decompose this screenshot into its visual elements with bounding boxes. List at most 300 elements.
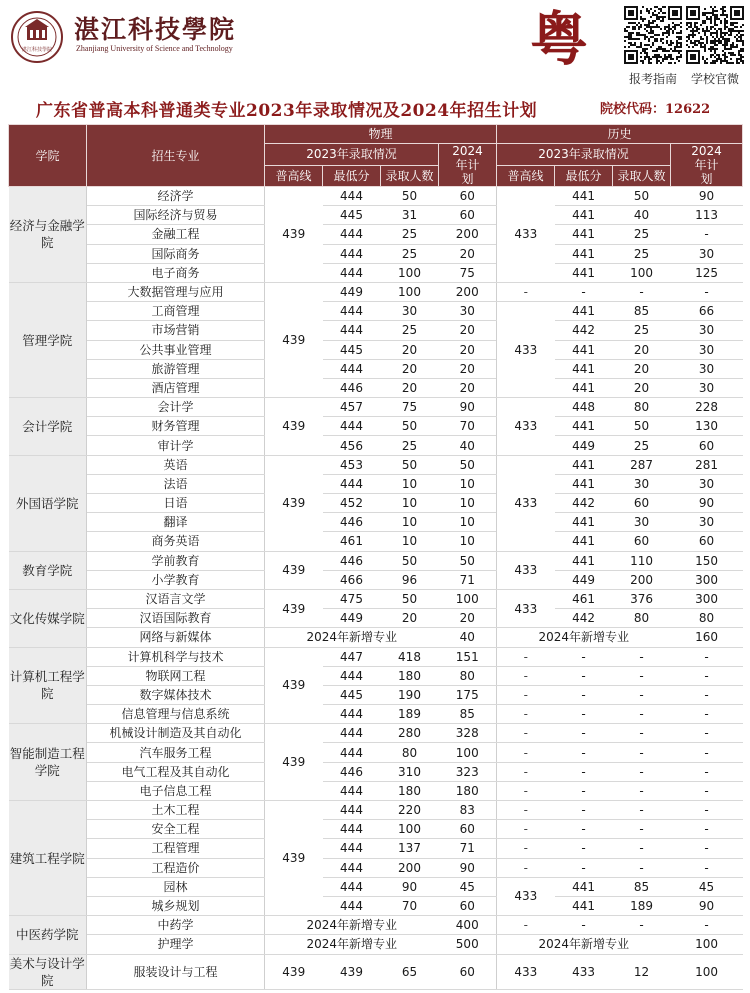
physics-plan-cell: 40 bbox=[439, 628, 497, 647]
history-enrolled-cell: 80 bbox=[613, 609, 671, 628]
college-cell: 经济与金融学院 bbox=[9, 187, 87, 283]
physics-baseline-cell: 439 bbox=[265, 455, 323, 551]
history-plan-cell: 113 bbox=[671, 206, 743, 225]
table-row bbox=[9, 474, 743, 493]
table-row bbox=[9, 436, 743, 455]
table-row bbox=[9, 877, 743, 896]
physics-plan-cell: 60 bbox=[439, 187, 497, 206]
physics-enrolled-cell: 31 bbox=[381, 206, 439, 225]
physics-min-score-cell: 444 bbox=[323, 321, 381, 340]
physics-plan-cell: 20 bbox=[439, 378, 497, 397]
history-baseline-cell: - bbox=[497, 858, 555, 877]
history-min-score-cell: 433 bbox=[555, 954, 613, 989]
table-row bbox=[9, 839, 743, 858]
physics-baseline-cell: 439 bbox=[265, 398, 323, 456]
history-min-score-cell: 442 bbox=[555, 609, 613, 628]
physics-min-score-cell: 444 bbox=[323, 801, 381, 820]
major-cell: 工商管理 bbox=[87, 302, 265, 321]
table-row bbox=[9, 513, 743, 532]
history-plan-cell: - bbox=[671, 705, 743, 724]
physics-enrolled-cell: 80 bbox=[381, 743, 439, 762]
physics-enrolled-cell: 10 bbox=[381, 474, 439, 493]
major-cell: 电气工程及其自动化 bbox=[87, 762, 265, 781]
history-min-score-cell: 441 bbox=[555, 455, 613, 474]
history-baseline-cell: - bbox=[497, 820, 555, 839]
school-name-cn: 湛江科技學院 bbox=[74, 15, 237, 44]
table-row bbox=[9, 628, 743, 647]
physics-new-major-cell: 2024年新增专业 bbox=[265, 628, 439, 647]
physics-enrolled-cell: 25 bbox=[381, 436, 439, 455]
physics-enrolled-cell: 20 bbox=[381, 378, 439, 397]
history-baseline-cell: - bbox=[497, 781, 555, 800]
major-cell: 学前教育 bbox=[87, 551, 265, 570]
major-cell: 信息管理与信息系统 bbox=[87, 705, 265, 724]
table-row bbox=[9, 801, 743, 820]
major-cell: 法语 bbox=[87, 474, 265, 493]
physics-enrolled-cell: 310 bbox=[381, 762, 439, 781]
physics-min-score-cell: 449 bbox=[323, 609, 381, 628]
history-min-score-cell: - bbox=[555, 916, 613, 935]
major-cell: 公共事业管理 bbox=[87, 340, 265, 359]
physics-min-score-cell: 439 bbox=[323, 954, 381, 989]
history-min-score-cell: 461 bbox=[555, 589, 613, 608]
school-seal-icon bbox=[10, 10, 64, 64]
history-min-score-cell: - bbox=[555, 839, 613, 858]
major-cell: 安全工程 bbox=[87, 820, 265, 839]
header-history-plan-text: 2024年计划 bbox=[691, 144, 722, 186]
major-cell: 市场营销 bbox=[87, 321, 265, 340]
history-min-score-cell: - bbox=[555, 724, 613, 743]
physics-enrolled-cell: 70 bbox=[381, 896, 439, 915]
physics-min-score-cell: 457 bbox=[323, 398, 381, 417]
physics-plan-cell: 180 bbox=[439, 781, 497, 800]
history-enrolled-cell: 80 bbox=[613, 398, 671, 417]
history-enrolled-cell: - bbox=[613, 858, 671, 877]
table-row bbox=[9, 781, 743, 800]
physics-plan-cell: 10 bbox=[439, 513, 497, 532]
history-min-score-cell: 442 bbox=[555, 321, 613, 340]
history-plan-cell: - bbox=[671, 762, 743, 781]
physics-plan-cell: 75 bbox=[439, 263, 497, 282]
history-plan-cell: 30 bbox=[671, 378, 743, 397]
physics-enrolled-cell: 90 bbox=[381, 877, 439, 896]
history-new-major-cell: 2024年新增专业 bbox=[497, 935, 671, 954]
table-row bbox=[9, 225, 743, 244]
physics-enrolled-cell: 10 bbox=[381, 513, 439, 532]
qr-label-official: 学校官微 bbox=[690, 72, 739, 86]
physics-enrolled-cell: 25 bbox=[381, 225, 439, 244]
table-row bbox=[9, 666, 743, 685]
history-plan-cell: - bbox=[671, 647, 743, 666]
college-cell: 文化传媒学院 bbox=[9, 589, 87, 647]
physics-plan-cell: 45 bbox=[439, 877, 497, 896]
major-cell: 财务管理 bbox=[87, 417, 265, 436]
physics-enrolled-cell: 190 bbox=[381, 685, 439, 704]
major-cell: 土木工程 bbox=[87, 801, 265, 820]
physics-plan-cell: 60 bbox=[439, 896, 497, 915]
history-min-score-cell: - bbox=[555, 282, 613, 301]
physics-min-score-cell: 456 bbox=[323, 436, 381, 455]
major-cell: 小学教育 bbox=[87, 570, 265, 589]
physics-plan-cell: 71 bbox=[439, 839, 497, 858]
history-baseline-cell: - bbox=[497, 743, 555, 762]
physics-enrolled-cell: 20 bbox=[381, 359, 439, 378]
physics-min-score-cell: 444 bbox=[323, 896, 381, 915]
physics-enrolled-cell: 50 bbox=[381, 417, 439, 436]
seal-text: 湛江科技學院 bbox=[21, 47, 53, 53]
history-baseline-cell: - bbox=[497, 839, 555, 858]
history-plan-cell: - bbox=[671, 839, 743, 858]
table-row bbox=[9, 206, 743, 225]
table-row bbox=[9, 244, 743, 263]
physics-enrolled-cell: 50 bbox=[381, 187, 439, 206]
physics-min-score-cell: 444 bbox=[323, 743, 381, 762]
header-physics-plan bbox=[439, 144, 497, 187]
history-enrolled-cell: 25 bbox=[613, 321, 671, 340]
physics-min-score-cell: 445 bbox=[323, 685, 381, 704]
history-plan-cell: 90 bbox=[671, 187, 743, 206]
history-new-major-cell: 2024年新增专业 bbox=[497, 628, 671, 647]
physics-min-score-cell: 444 bbox=[323, 877, 381, 896]
physics-enrolled-cell: 280 bbox=[381, 724, 439, 743]
history-enrolled-cell: - bbox=[613, 743, 671, 762]
physics-plan-cell: 175 bbox=[439, 685, 497, 704]
history-min-score-cell: 441 bbox=[555, 302, 613, 321]
history-min-score-cell: - bbox=[555, 705, 613, 724]
history-plan-cell: - bbox=[671, 858, 743, 877]
physics-min-score-cell: 446 bbox=[323, 378, 381, 397]
history-enrolled-cell: 60 bbox=[613, 494, 671, 513]
header-history-baseline: 普高线 bbox=[497, 165, 555, 187]
history-min-score-cell: 441 bbox=[555, 513, 613, 532]
physics-plan-cell: 85 bbox=[439, 705, 497, 724]
physics-plan-cell: 10 bbox=[439, 474, 497, 493]
history-enrolled-cell: - bbox=[613, 685, 671, 704]
physics-plan-cell: 500 bbox=[439, 935, 497, 954]
physics-enrolled-cell: 10 bbox=[381, 494, 439, 513]
major-cell: 工程管理 bbox=[87, 839, 265, 858]
physics-plan-cell: 60 bbox=[439, 820, 497, 839]
table-row bbox=[9, 935, 743, 954]
physics-enrolled-cell: 137 bbox=[381, 839, 439, 858]
table-row bbox=[9, 359, 743, 378]
table-row bbox=[9, 455, 743, 474]
table-row bbox=[9, 685, 743, 704]
physics-enrolled-cell: 50 bbox=[381, 455, 439, 474]
history-plan-cell: - bbox=[671, 820, 743, 839]
physics-min-score-cell: 444 bbox=[323, 359, 381, 378]
history-min-score-cell: - bbox=[555, 781, 613, 800]
history-plan-cell: 130 bbox=[671, 417, 743, 436]
physics-min-score-cell: 475 bbox=[323, 589, 381, 608]
physics-min-score-cell: 444 bbox=[323, 705, 381, 724]
history-enrolled-cell: 25 bbox=[613, 244, 671, 263]
history-enrolled-cell: - bbox=[613, 282, 671, 301]
physics-enrolled-cell: 189 bbox=[381, 705, 439, 724]
physics-min-score-cell: 444 bbox=[323, 724, 381, 743]
physics-min-score-cell: 446 bbox=[323, 513, 381, 532]
history-baseline-cell: 433 bbox=[497, 954, 555, 989]
physics-enrolled-cell: 75 bbox=[381, 398, 439, 417]
physics-plan-cell: 100 bbox=[439, 743, 497, 762]
major-cell: 电子商务 bbox=[87, 263, 265, 282]
physics-min-score-cell: 446 bbox=[323, 551, 381, 570]
major-cell: 工程造价 bbox=[87, 858, 265, 877]
table-row bbox=[9, 302, 743, 321]
college-cell: 教育学院 bbox=[9, 551, 87, 589]
history-min-score-cell: - bbox=[555, 685, 613, 704]
history-enrolled-cell: - bbox=[613, 705, 671, 724]
major-cell: 日语 bbox=[87, 494, 265, 513]
history-min-score-cell: 441 bbox=[555, 187, 613, 206]
major-cell: 商务英语 bbox=[87, 532, 265, 551]
header-history-enrolled: 录取人数 bbox=[613, 165, 671, 187]
major-cell: 机械设计制造及其自动化 bbox=[87, 724, 265, 743]
history-baseline-cell: - bbox=[497, 916, 555, 935]
physics-enrolled-cell: 50 bbox=[381, 551, 439, 570]
history-plan-cell: 160 bbox=[671, 628, 743, 647]
history-min-score-cell: 441 bbox=[555, 896, 613, 915]
physics-plan-cell: 10 bbox=[439, 494, 497, 513]
history-min-score-cell: - bbox=[555, 820, 613, 839]
physics-plan-cell: 151 bbox=[439, 647, 497, 666]
major-cell: 计算机科学与技术 bbox=[87, 647, 265, 666]
history-enrolled-cell: 40 bbox=[613, 206, 671, 225]
history-baseline-cell: - bbox=[497, 724, 555, 743]
history-min-score-cell: 441 bbox=[555, 359, 613, 378]
admission-table bbox=[8, 124, 743, 990]
header-physics-enrolled: 录取人数 bbox=[381, 165, 439, 187]
physics-baseline-cell: 439 bbox=[265, 954, 323, 989]
table-row bbox=[9, 724, 743, 743]
physics-min-score-cell: 444 bbox=[323, 187, 381, 206]
major-cell: 国际经济与贸易 bbox=[87, 206, 265, 225]
history-baseline-cell: 433 bbox=[497, 187, 555, 283]
history-min-score-cell: 441 bbox=[555, 532, 613, 551]
physics-min-score-cell: 444 bbox=[323, 781, 381, 800]
major-cell: 汉语言文学 bbox=[87, 589, 265, 608]
history-plan-cell: - bbox=[671, 781, 743, 800]
header-history-plan bbox=[671, 144, 743, 187]
physics-baseline-cell: 439 bbox=[265, 551, 323, 589]
history-baseline-cell: 433 bbox=[497, 589, 555, 627]
history-baseline-cell: - bbox=[497, 282, 555, 301]
physics-enrolled-cell: 180 bbox=[381, 781, 439, 800]
physics-plan-cell: 50 bbox=[439, 455, 497, 474]
physics-min-score-cell: 447 bbox=[323, 647, 381, 666]
major-cell: 园林 bbox=[87, 877, 265, 896]
history-plan-cell: 125 bbox=[671, 263, 743, 282]
physics-plan-cell: 50 bbox=[439, 551, 497, 570]
major-cell: 护理学 bbox=[87, 935, 265, 954]
history-enrolled-cell: 25 bbox=[613, 225, 671, 244]
history-baseline-cell: - bbox=[497, 762, 555, 781]
physics-enrolled-cell: 180 bbox=[381, 666, 439, 685]
history-plan-cell: 45 bbox=[671, 877, 743, 896]
header-major: 招生专业 bbox=[87, 125, 265, 187]
header-history-min: 最低分 bbox=[555, 165, 613, 187]
table-row bbox=[9, 321, 743, 340]
history-baseline-cell: - bbox=[497, 801, 555, 820]
major-cell: 汉语国际教育 bbox=[87, 609, 265, 628]
physics-enrolled-cell: 25 bbox=[381, 321, 439, 340]
physics-plan-cell: 20 bbox=[439, 359, 497, 378]
physics-min-score-cell: 453 bbox=[323, 455, 381, 474]
history-plan-cell: 30 bbox=[671, 513, 743, 532]
major-cell: 国际商务 bbox=[87, 244, 265, 263]
history-baseline-cell: - bbox=[497, 705, 555, 724]
history-baseline-cell: - bbox=[497, 647, 555, 666]
major-cell: 汽车服务工程 bbox=[87, 743, 265, 762]
province-character: 粤 bbox=[530, 5, 589, 73]
physics-plan-cell: 323 bbox=[439, 762, 497, 781]
physics-min-score-cell: 461 bbox=[323, 532, 381, 551]
history-enrolled-cell: - bbox=[613, 666, 671, 685]
history-enrolled-cell: 200 bbox=[613, 570, 671, 589]
history-min-score-cell: 448 bbox=[555, 398, 613, 417]
history-baseline-cell: 433 bbox=[497, 877, 555, 915]
physics-plan-cell: 400 bbox=[439, 916, 497, 935]
physics-plan-cell: 328 bbox=[439, 724, 497, 743]
school-name-en: Zhanjiang University of Science and Technology bbox=[76, 44, 233, 53]
physics-enrolled-cell: 20 bbox=[381, 340, 439, 359]
history-plan-cell: 30 bbox=[671, 474, 743, 493]
physics-min-score-cell: 444 bbox=[323, 666, 381, 685]
table-row bbox=[9, 417, 743, 436]
physics-plan-cell: 80 bbox=[439, 666, 497, 685]
history-enrolled-cell: 60 bbox=[613, 532, 671, 551]
table-row bbox=[9, 954, 743, 989]
physics-enrolled-cell: 100 bbox=[381, 820, 439, 839]
history-plan-cell: 30 bbox=[671, 340, 743, 359]
major-cell: 旅游管理 bbox=[87, 359, 265, 378]
physics-new-major-cell: 2024年新增专业 bbox=[265, 935, 439, 954]
history-enrolled-cell: 100 bbox=[613, 263, 671, 282]
history-plan-cell: 60 bbox=[671, 532, 743, 551]
table-row bbox=[9, 705, 743, 724]
history-min-score-cell: 441 bbox=[555, 206, 613, 225]
physics-min-score-cell: 444 bbox=[323, 820, 381, 839]
table-row bbox=[9, 820, 743, 839]
major-cell: 电子信息工程 bbox=[87, 781, 265, 800]
history-min-score-cell: - bbox=[555, 801, 613, 820]
history-enrolled-cell: 85 bbox=[613, 302, 671, 321]
physics-plan-cell: 20 bbox=[439, 340, 497, 359]
history-enrolled-cell: 189 bbox=[613, 896, 671, 915]
history-plan-cell: 30 bbox=[671, 321, 743, 340]
history-plan-cell: 228 bbox=[671, 398, 743, 417]
physics-min-score-cell: 444 bbox=[323, 839, 381, 858]
table-row bbox=[9, 609, 743, 628]
qr-code-icon[interactable] bbox=[624, 6, 682, 64]
qr-code-icon[interactable] bbox=[686, 6, 744, 64]
physics-plan-cell: 70 bbox=[439, 417, 497, 436]
physics-enrolled-cell: 418 bbox=[381, 647, 439, 666]
table-body bbox=[9, 187, 743, 990]
physics-plan-cell: 60 bbox=[439, 206, 497, 225]
major-cell: 审计学 bbox=[87, 436, 265, 455]
history-baseline-cell: 433 bbox=[497, 455, 555, 551]
physics-baseline-cell: 439 bbox=[265, 724, 323, 801]
major-cell: 酒店管理 bbox=[87, 378, 265, 397]
history-min-score-cell: 441 bbox=[555, 551, 613, 570]
college-cell: 智能制造工程学院 bbox=[9, 724, 87, 801]
physics-enrolled-cell: 100 bbox=[381, 263, 439, 282]
history-plan-cell: - bbox=[671, 225, 743, 244]
physics-min-score-cell: 444 bbox=[323, 474, 381, 493]
physics-plan-cell: 40 bbox=[439, 436, 497, 455]
physics-plan-cell: 30 bbox=[439, 302, 497, 321]
physics-baseline-cell: 439 bbox=[265, 801, 323, 916]
history-min-score-cell: - bbox=[555, 762, 613, 781]
table-row bbox=[9, 340, 743, 359]
history-baseline-cell: 433 bbox=[497, 302, 555, 398]
history-min-score-cell: - bbox=[555, 666, 613, 685]
major-cell: 城乡规划 bbox=[87, 896, 265, 915]
college-cell: 中医药学院 bbox=[9, 916, 87, 954]
physics-plan-cell: 200 bbox=[439, 225, 497, 244]
physics-plan-cell: 10 bbox=[439, 532, 497, 551]
history-enrolled-cell: 376 bbox=[613, 589, 671, 608]
header-physics-2023: 2023年录取情况 bbox=[265, 144, 439, 166]
history-plan-cell: - bbox=[671, 801, 743, 820]
table-row bbox=[9, 647, 743, 666]
history-enrolled-cell: 20 bbox=[613, 378, 671, 397]
history-plan-cell: 150 bbox=[671, 551, 743, 570]
page-title: 广东省普高本科普通类专业2023年录取情况及2024年招生计划 bbox=[36, 101, 538, 121]
history-plan-cell: 300 bbox=[671, 570, 743, 589]
physics-plan-cell: 71 bbox=[439, 570, 497, 589]
header-history: 历史 bbox=[497, 125, 743, 144]
physics-enrolled-cell: 200 bbox=[381, 858, 439, 877]
history-enrolled-cell: 30 bbox=[613, 474, 671, 493]
table-row bbox=[9, 187, 743, 206]
history-enrolled-cell: 30 bbox=[613, 513, 671, 532]
history-plan-cell: 100 bbox=[671, 935, 743, 954]
history-min-score-cell: 441 bbox=[555, 877, 613, 896]
history-enrolled-cell: - bbox=[613, 724, 671, 743]
physics-enrolled-cell: 10 bbox=[381, 532, 439, 551]
physics-min-score-cell: 444 bbox=[323, 263, 381, 282]
physics-plan-cell: 20 bbox=[439, 244, 497, 263]
header-college: 学院 bbox=[9, 125, 87, 187]
physics-baseline-cell: 439 bbox=[265, 187, 323, 283]
physics-min-score-cell: 444 bbox=[323, 225, 381, 244]
college-cell: 美术与设计学院 bbox=[9, 955, 85, 988]
history-enrolled-cell: 50 bbox=[613, 417, 671, 436]
physics-min-score-cell: 444 bbox=[323, 244, 381, 263]
header-history-2023: 2023年录取情况 bbox=[497, 144, 671, 166]
table-row bbox=[9, 589, 743, 608]
major-cell: 会计学 bbox=[87, 398, 265, 417]
history-min-score-cell: 441 bbox=[555, 474, 613, 493]
history-enrolled-cell: - bbox=[613, 647, 671, 666]
physics-enrolled-cell: 25 bbox=[381, 244, 439, 263]
college-cell: 管理学院 bbox=[9, 282, 87, 397]
physics-enrolled-cell: 96 bbox=[381, 570, 439, 589]
history-min-score-cell: - bbox=[555, 858, 613, 877]
history-enrolled-cell: 20 bbox=[613, 340, 671, 359]
history-plan-cell: - bbox=[671, 685, 743, 704]
history-enrolled-cell: 85 bbox=[613, 877, 671, 896]
physics-enrolled-cell: 100 bbox=[381, 282, 439, 301]
history-plan-cell: 80 bbox=[671, 609, 743, 628]
history-min-score-cell: 441 bbox=[555, 244, 613, 263]
table-row bbox=[9, 263, 743, 282]
history-min-score-cell: 441 bbox=[555, 378, 613, 397]
physics-plan-cell: 200 bbox=[439, 282, 497, 301]
history-plan-cell: - bbox=[671, 916, 743, 935]
